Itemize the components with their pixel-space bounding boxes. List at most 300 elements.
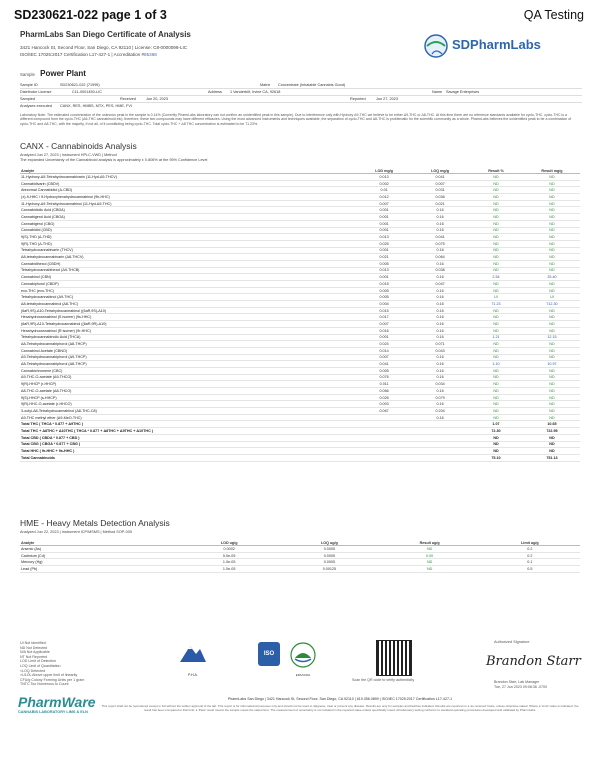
lab-iso-line: ISO/IEC 17025:2017 Certification L17-427-1 | Accreditation #85368 <box>20 51 157 57</box>
loq-value: 0.047 <box>412 281 468 288</box>
hme-analyzed: Analyzed Jun 22, 2023 | Instrument ICP/MSMS | Method SOP-005 <box>20 530 132 534</box>
lod-value: 0.001 <box>356 220 412 227</box>
result-value: ND <box>468 267 524 274</box>
legend-item: >ULOL Above upper limit of linearity <box>20 673 78 678</box>
analyte-name: Arsenic (As) <box>20 546 179 553</box>
analyte-name: Δ8-tetrahydrocannabinol (Δ8-THC) <box>20 301 356 308</box>
lod-value: 0.007 <box>356 321 412 328</box>
loq-value: 0.16 <box>412 401 468 408</box>
result-value: ND <box>524 267 580 274</box>
coa-title: PharmLabs San Diego Certificate of Analysis <box>20 30 191 39</box>
lod-value: 0.011 <box>356 381 412 388</box>
name-value: Savage Enterprises <box>446 89 480 94</box>
legend-item: LOQ Limit of Quantitation <box>20 663 61 668</box>
table-row <box>20 247 580 254</box>
result-value: 1.21 <box>468 334 524 341</box>
result-value: ND <box>524 354 580 361</box>
loq-value: 0.16 <box>412 414 468 421</box>
loq-value: 0.0005 <box>279 546 379 553</box>
lod-value: 0.005 <box>356 260 412 267</box>
result-value: ND <box>468 307 524 314</box>
result-value: ND <box>524 287 580 294</box>
result-value: ND <box>468 287 524 294</box>
col-lod: LOD mg/g <box>356 163 412 174</box>
result-value: ND <box>468 321 524 328</box>
table-row <box>20 401 580 408</box>
result-value: ND <box>468 401 524 408</box>
loq-value: 0.16 <box>412 287 468 294</box>
loq-value: 0.16 <box>412 294 468 301</box>
result-value: 72.30 <box>468 428 524 435</box>
lod-value: 0.066 <box>356 388 412 395</box>
lod-value: 1.0e-05 <box>179 559 279 566</box>
lod-value: 0.013 <box>356 174 412 181</box>
table-row <box>20 307 580 314</box>
result-value: ND <box>524 180 580 187</box>
result-value: 1.07 <box>468 421 524 428</box>
legend-item: TNTC Too Numerous to Count <box>20 682 69 687</box>
result-value: ND <box>468 354 524 361</box>
table-row <box>20 200 580 207</box>
loq-value: 0.16 <box>412 247 468 254</box>
analyte-name: Δ9-THC methyl ether (Δ9-MeO-THC) <box>20 414 356 421</box>
result-value: ND <box>524 227 580 234</box>
analyte-name: Total Cannabinoids <box>20 454 356 461</box>
result-value: 712.30 <box>524 301 580 308</box>
analyte-name: Δ8-tetrahydrocannabivarin (Δ8-THCV) <box>20 254 356 261</box>
lod-value: 0.001 <box>356 334 412 341</box>
lod-value <box>356 441 412 448</box>
analyses-label: Analyses executed <box>20 103 52 108</box>
result-value: ND <box>468 260 524 267</box>
analyte-name: Δ9-Tetrahydrocannabiphorol (Δ9-THCP) <box>20 354 356 361</box>
received-label: Received <box>120 96 136 101</box>
analyte-name: 9(S)-THD (Δ-THD) <box>20 234 356 241</box>
lod-value: 5.0e-05 <box>179 552 279 559</box>
result-value: ND <box>524 234 580 241</box>
meta-row <box>20 89 582 96</box>
lod-value <box>356 414 412 421</box>
loq-value: 0.021 <box>412 200 468 207</box>
loq-value: 0.16 <box>412 207 468 214</box>
result-value: ND <box>524 281 580 288</box>
analyte-name: Total CBD ( CBDA * 0.877 + CBD ) <box>20 434 356 441</box>
analyte-name: Cadmium (Cd) <box>20 552 179 559</box>
lod-value: 0.005 <box>356 294 412 301</box>
lod-value: 0.003 <box>356 401 412 408</box>
loq-value: 0.031 <box>412 187 468 194</box>
lod-value: 1.0e-05 <box>179 566 279 573</box>
result-value: ND <box>524 194 580 201</box>
distributor-label: Distributor License <box>20 89 52 94</box>
table-row <box>20 334 580 341</box>
table-row <box>20 187 580 194</box>
analyte-name: Total THC ( THCA * 0.877 + Δ9THC ) <box>20 421 356 428</box>
result-value: ND <box>524 448 580 455</box>
loq-value <box>412 448 468 455</box>
analyte-name: Cannabidihexol (CBDH) <box>20 260 356 267</box>
pha-badge <box>178 642 208 677</box>
analyte-name: Cannabinol (CBN) <box>20 274 356 281</box>
result-value: ND <box>524 174 580 181</box>
analyte-name: Cannabidiolic Acid (CBDA) <box>20 207 356 214</box>
table-header-row <box>20 535 580 546</box>
matrix-label: Matrix <box>260 82 271 87</box>
table-header-row <box>20 163 580 174</box>
loq-value: 0.041 <box>412 174 468 181</box>
loq-value: 0.038 <box>412 267 468 274</box>
total-row <box>20 421 580 428</box>
lod-value: 0.021 <box>356 254 412 261</box>
result-value: ND <box>468 214 524 221</box>
lod-value: 0.025 <box>356 240 412 247</box>
table-row <box>20 301 580 308</box>
loq-value: 0.16 <box>412 220 468 227</box>
result-value: ND <box>468 227 524 234</box>
hme-title: HME - Heavy Metals Detection Analysis <box>20 518 170 528</box>
loq-value: 0.16 <box>412 374 468 381</box>
sample-page-header: SD230621-022 page 1 of 3 <box>14 8 167 22</box>
result-value: ND <box>524 187 580 194</box>
result-value: ND <box>524 200 580 207</box>
analyses-value: CANX, RES, HMBS, MTX, PES, HME, FVI <box>60 103 132 108</box>
table-row <box>20 274 580 281</box>
lab-address-line: 3421 Hancock St, Second Floor, San Diego, CA 92110 | License: C8-0000098-LIC <box>20 45 188 50</box>
lod-value: 0.013 <box>356 234 412 241</box>
reported-date: Jun 27, 2023 <box>376 96 398 101</box>
result-value: 10.97 <box>524 361 580 368</box>
result-value: 75.10 <box>468 454 524 461</box>
result-value: ND <box>468 448 524 455</box>
lod-value <box>356 421 412 428</box>
loq-value: 0.071 <box>412 341 468 348</box>
handwritten-signature: Brandon Starr <box>486 654 581 669</box>
result-value: ND <box>468 180 524 187</box>
name-label: Name <box>432 89 443 94</box>
analyte-name: Tetrahydrocannabihexol (Δ9-THCB) <box>20 267 356 274</box>
received-date: Jun 20, 2023 <box>146 96 168 101</box>
analyte-name: 11-Hydroxy-Δ9-Tetrahydrocannabivarin (11-Hyd-Δ9-THCV) <box>20 174 356 181</box>
col-result: Result ug/g <box>379 535 479 546</box>
result-value: ND <box>468 207 524 214</box>
accreditation-number: 85368 <box>144 51 157 57</box>
loq-value: 0.007 <box>412 180 468 187</box>
loq-value: 0.16 <box>412 321 468 328</box>
lod-value: 0.016 <box>356 327 412 334</box>
result-value: ND <box>524 341 580 348</box>
result-value: ND <box>379 559 479 566</box>
lod-value: 0.005 <box>356 367 412 374</box>
analyte-name: Cannabidivarin (CBDV) <box>20 180 356 187</box>
result-value: 2.54 <box>468 274 524 281</box>
table-row <box>20 354 580 361</box>
result-value: ND <box>468 441 524 448</box>
canx-section <box>20 141 580 462</box>
result-value: UI <box>468 294 524 301</box>
result-value: ND <box>468 200 524 207</box>
analyte-name: 11-Hydroxy-Δ9-Tetrahydrocannabinol (11-Hyd-Δ9-THC) <box>20 200 356 207</box>
legend-item: <LOQ Detected <box>20 668 46 673</box>
loq-value: 0.204 <box>412 408 468 415</box>
loq-value: 0.16 <box>412 388 468 395</box>
signer <box>494 680 547 689</box>
table-row <box>20 267 580 274</box>
lod-value <box>356 448 412 455</box>
result-value: ND <box>468 341 524 348</box>
lod-value: 0.017 <box>356 314 412 321</box>
result-value: ND <box>524 327 580 334</box>
result-value: ND <box>524 441 580 448</box>
sdpharmlabs-logo <box>422 30 582 60</box>
result-value: ND <box>524 214 580 221</box>
verification-qr-code[interactable] <box>376 640 412 676</box>
result-value: ND <box>524 260 580 267</box>
footer-address: PharmLabs San Diego | 3421 Hancock St, Second Floor, San Diego, CA 92110 | 619.356.0899 | ISO/IEC 17025:2017 Certification L17-427-1 <box>227 697 453 701</box>
result-value: ND <box>524 381 580 388</box>
lod-value <box>356 434 412 441</box>
analyte-name: Abnormal Cannabidiol (Δ-CBD) <box>20 187 356 194</box>
result-value: ND <box>524 374 580 381</box>
sample-metadata <box>20 82 582 109</box>
analyte-name: Δ8-Tetrahydrocannabiphorol (Δ8-THCP) <box>20 361 356 368</box>
reported-label: Reported <box>350 96 366 101</box>
lod-value: 0.014 <box>356 347 412 354</box>
loq-value: 0.0005 <box>279 559 379 566</box>
meta-row <box>20 82 582 89</box>
legend-item: N/A Not Applicable <box>20 650 50 655</box>
result-value: ND <box>524 394 580 401</box>
loq-value: 0.064 <box>412 254 468 261</box>
result-value: ND <box>524 321 580 328</box>
signature-heading: Authorized Signature <box>494 640 530 644</box>
loq-value <box>412 434 468 441</box>
loq-value: 0.16 <box>412 334 468 341</box>
loq-value: 0.16 <box>412 367 468 374</box>
canx-analyzed: Analyzed Jun 27, 2023 | Instrument HPLC-VWD | Method <box>20 153 117 157</box>
logo-globe-icon <box>422 30 452 60</box>
result-value: ND <box>468 414 524 421</box>
result-value: ND <box>468 220 524 227</box>
loq-value: 0.16 <box>412 327 468 334</box>
loq-value: 0.16 <box>412 274 468 281</box>
result-value: ND <box>468 434 524 441</box>
epa-label: EPA/CDFA <box>295 673 311 677</box>
lod-value: 0.004 <box>356 301 412 308</box>
analyte-name: Tetrahydrocannabinol (Δ9-THC) <box>20 294 356 301</box>
loq-value <box>412 441 468 448</box>
limit-value: 0.2 <box>480 546 580 553</box>
result-value: ND <box>468 254 524 261</box>
signer-name: Brandon Starr, Lab Manager <box>494 680 540 684</box>
total-row <box>20 454 580 461</box>
result-value: ND <box>468 327 524 334</box>
analyte-name: Total HHC ( 9r-HHC + 9s-HHC ) <box>20 448 356 455</box>
footer-fine-print: This report shall not be reproduced except in full without the written approval of the lab. This report is for informational purposes only and should not be used to diagnose, treat or prevent any disease. Results are only for samples and batches indicated. Results are reported on a 'as received' basis, unless otherwise stated. Where a 'Limit' value is indicated, the result has been compared to that limit; a 'Pass' result means the sample meets the stated limit. The measurement of uncertainty is not included in the reported value unless specifically noted. All laboratory testing conforms to standard operating procedures developed and validated by PharmLabs. <box>101 704 579 712</box>
table-row <box>20 566 580 573</box>
pha-mountain-icon <box>178 642 208 668</box>
hme-section <box>20 518 580 573</box>
table-row <box>20 341 580 348</box>
analyte-name: Lead (Pb) <box>20 566 179 573</box>
result-value: ND <box>468 281 524 288</box>
loq-value <box>412 421 468 428</box>
iso-label: ISO <box>258 642 280 666</box>
sample-name: Power Plant <box>40 69 86 78</box>
result-value: 1.10 <box>468 361 524 368</box>
col-analyte: Analyte <box>20 535 179 546</box>
result-value: ND <box>468 194 524 201</box>
analyte-name: Tetrahydrocannabinolic Acid (THCA) <box>20 334 356 341</box>
analyte-name: Cannabichromene (CBC) <box>20 367 356 374</box>
table-row <box>20 254 580 261</box>
result-value: ND <box>524 408 580 415</box>
result-value: 751.13 <box>524 454 580 461</box>
pharmware-logo <box>18 694 96 714</box>
lod-value: 0.0002 <box>179 546 279 553</box>
lod-value: 0.001 <box>356 247 412 254</box>
table-row <box>20 347 580 354</box>
table-row <box>20 414 580 421</box>
loq-value <box>412 454 468 461</box>
lod-value: 0.015 <box>356 307 412 314</box>
analyte-name: Δ8-Tetrahydrocannabiphorol (Δ8-THCP) <box>20 341 356 348</box>
qa-testing-label: QA Testing <box>523 8 584 22</box>
lod-value: 0.001 <box>356 274 412 281</box>
table-row <box>20 174 580 181</box>
sample-id-label: Sample ID <box>20 82 38 87</box>
table-row <box>20 374 580 381</box>
heavy-metals-table <box>20 535 580 573</box>
lod-value: 0.013 <box>356 267 412 274</box>
lab-address <box>20 45 300 58</box>
lod-value: 0.005 <box>356 287 412 294</box>
lod-value: 0.002 <box>356 180 412 187</box>
result-value: ND <box>468 394 524 401</box>
table-row <box>20 381 580 388</box>
analyte-name: Cannabidiol (CBD) <box>20 227 356 234</box>
total-row <box>20 441 580 448</box>
lod-value: 0.076 <box>356 374 412 381</box>
col-result-pct: Result % <box>468 163 524 174</box>
distributor-value: C11-0001450-LIC <box>72 89 102 94</box>
legend-item: ND Not Detected <box>20 645 48 650</box>
loq-value: 0.041 <box>412 234 468 241</box>
analyte-name: exo-THC (exo-THC) <box>20 287 356 294</box>
table-row <box>20 194 580 201</box>
result-value: 0.00 <box>379 552 479 559</box>
analyte-name: Total THC + Δ8THC + Δ10THC ( THCA * 0.877 + Δ8THC + Δ9THC + Δ10THC ) <box>20 428 356 435</box>
table-row <box>20 314 580 321</box>
loq-value: 0.16 <box>412 314 468 321</box>
result-value: ND <box>524 307 580 314</box>
table-row <box>20 287 580 294</box>
epa-badge <box>290 642 316 677</box>
table-row <box>20 327 580 334</box>
result-value: 25.40 <box>524 274 580 281</box>
table-row <box>20 240 580 247</box>
table-row <box>20 207 580 214</box>
loq-value: 0.034 <box>412 381 468 388</box>
result-value: 10.65 <box>524 421 580 428</box>
analyte-name: Cannabigerol Acid (CBGA) <box>20 214 356 221</box>
analyte-name: 9(S)-HHCP (s-HHCP) <box>20 394 356 401</box>
lod-value: 0.001 <box>356 214 412 221</box>
total-row <box>20 428 580 435</box>
analyte-name: Hexahydrocannabinol (R isomer) (9r-HHC) <box>20 327 356 334</box>
limit-value: 0.5 <box>480 566 580 573</box>
cannabinoids-table <box>20 163 580 462</box>
analyte-name: Cannabigerol (CBG) <box>20 220 356 227</box>
lod-value: 0.041 <box>356 361 412 368</box>
meta-row <box>20 96 582 103</box>
result-value: ND <box>468 367 524 374</box>
col-analyte: Analyte <box>20 163 356 174</box>
loq-value: 0.16 <box>412 361 468 368</box>
analyte-name: 9(R)-HHCP (r-HHCP) <box>20 381 356 388</box>
col-loq: LOQ mg/g <box>412 163 468 174</box>
analyte-name: Cannabiphorol (CBDP) <box>20 281 356 288</box>
laboratory-note: Laboratory Note: The estimated concentration of the unknown peak in the sample is 0.14% (Currently PharmLabs laboratory can not confirm an unidentified peak in this sample). Due to interference only with Hydroxy Δ9-THC we believe to be either Δ9-THC or Δ8-THC. At this time there are no reference standards available for cyclo-THC. cyclo-THC is a different compound from the cyclo-THC (Δ6-THC cannabinoid etc); therefore, these two compounds may have different efficacies. Using the most advanced instruments and techniques available, the separation of cyclo-THC and Δ8-THC is problematic for the scientific community as a whole. PharmLabs believes the unidentified peak to be a combination of cyclo-THC and Δ8-THC, with the majority, if not all, of it constituting being cyclo-THC. Total cyclo-THC + Δ8 THC concentration is estimated to be 71.23%. <box>20 113 572 126</box>
table-row <box>20 234 580 241</box>
col-result-mg: Result mg/g <box>524 163 580 174</box>
table-row <box>20 367 580 374</box>
legend-item: LOD Limit of Detection <box>20 659 57 664</box>
result-value: ND <box>524 254 580 261</box>
table-row <box>20 361 580 368</box>
table-row <box>20 214 580 221</box>
analyte-name: 9(R)-HHC-O-acetate (r-HHCO) <box>20 401 356 408</box>
table-row <box>20 408 580 415</box>
lod-value <box>356 454 412 461</box>
table-row <box>20 552 580 559</box>
analyte-name: Total CBG ( CBGA * 0.877 + CBG ) <box>20 441 356 448</box>
result-value: ND <box>468 187 524 194</box>
result-value: UI <box>524 294 580 301</box>
loq-value: 0.16 <box>412 301 468 308</box>
loq-value: 0.075 <box>412 240 468 247</box>
result-value: ND <box>468 240 524 247</box>
lod-value: 0.015 <box>356 281 412 288</box>
analyte-name: Δ8-THC-O-acetate (Δ8-THCO) <box>20 388 356 395</box>
address-value: 1 Vanderbilt, Irvine CA, 92618 <box>230 89 281 94</box>
table-row <box>20 281 580 288</box>
loq-value: 0.0005 <box>279 552 379 559</box>
table-row <box>20 260 580 267</box>
table-row <box>20 388 580 395</box>
lod-value: 0.024 <box>356 341 412 348</box>
result-value: ND <box>468 234 524 241</box>
signature-date: Tue, 27 Jun 2023 09:08:36 -0700 <box>494 684 548 689</box>
sample-label: Sample <box>20 72 35 77</box>
result-value: ND <box>379 566 479 573</box>
loq-value <box>412 428 468 435</box>
result-value: ND <box>468 408 524 415</box>
result-value: ND <box>379 546 479 553</box>
lod-value: 0.067 <box>356 408 412 415</box>
result-value: 71.23 <box>468 301 524 308</box>
result-value: ND <box>468 347 524 354</box>
result-value: ND <box>468 314 524 321</box>
result-value: ND <box>524 347 580 354</box>
logo-text: SDPharmLabs <box>452 37 541 52</box>
lod-value: 0.026 <box>356 394 412 401</box>
result-value: ND <box>524 401 580 408</box>
result-value: ND <box>524 247 580 254</box>
analyte-name: Tetrahydrocannabivarin (THCV) <box>20 247 356 254</box>
table-row <box>20 546 580 553</box>
legend-item: UI Not Identified <box>20 641 46 645</box>
total-row <box>20 448 580 455</box>
